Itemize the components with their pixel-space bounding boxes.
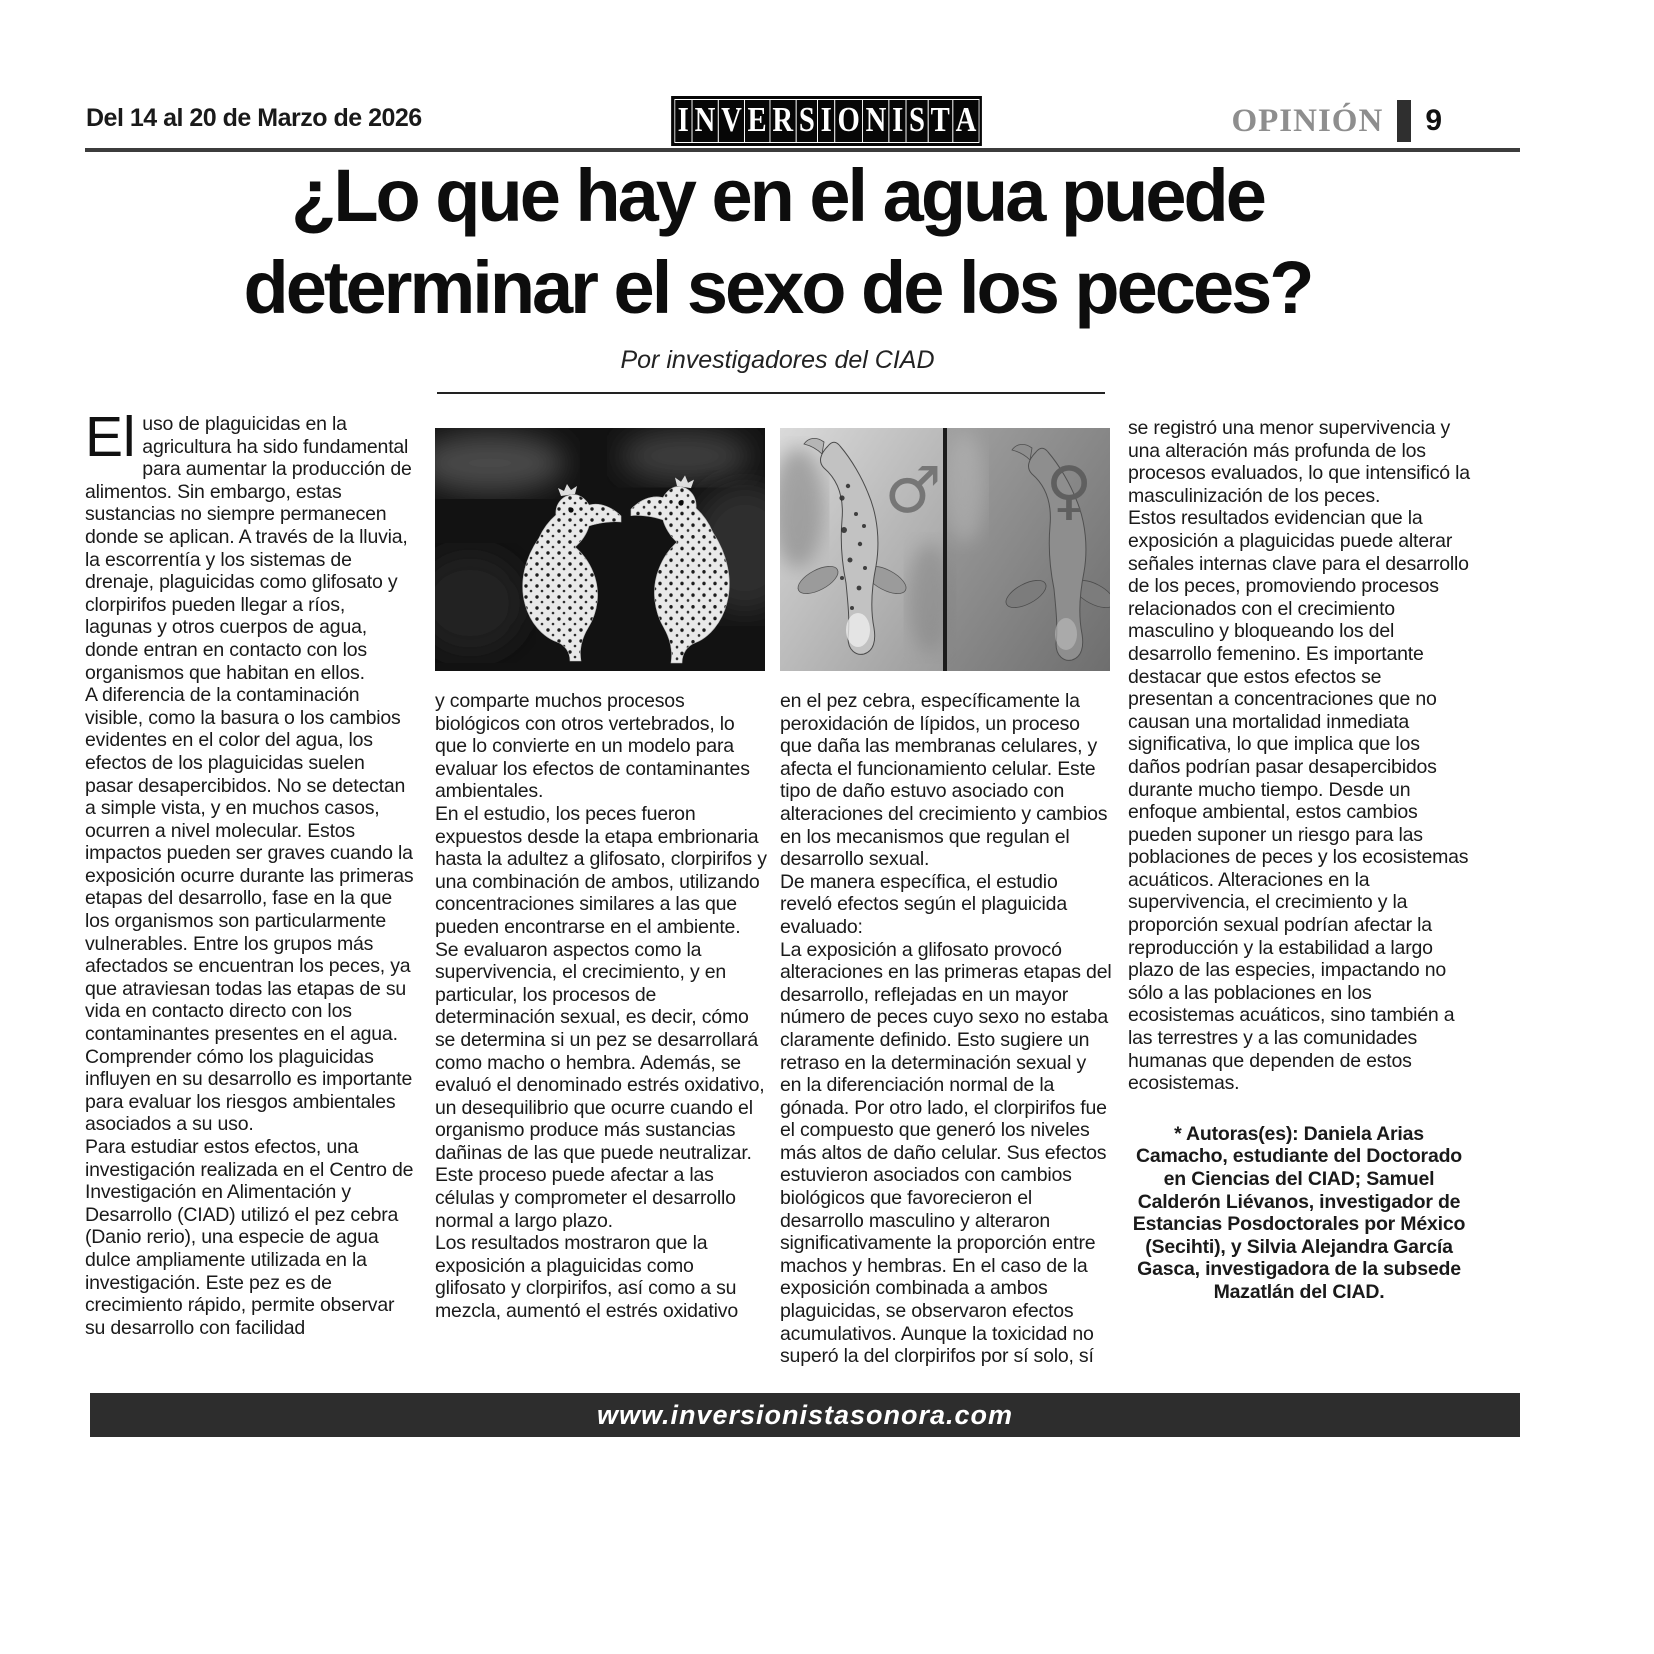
drop-cap: El — [85, 405, 136, 469]
paragraph: La exposición a glifosato provocó alteraciones en las primeras etapas del desarrollo, reflejadas en un mayor número de peces cuyo sexo no estaba claramente definido. Esto sugiere un retraso en la determinación sexual y en la diferenciación normal de la gónada. Por otro lado, el clorpirifos fue el compuesto que generó los niveles más altos de daño celular. Sus efectos estuvieron asociados con cambios biológicos que favorecieron el desarrollo masculino y alteraron significativamente la proporción entre machos y hembras. En el caso de la exposición combinada a ambos plaguicidas, se observaron efectos acumulativos. Aunque la toxicidad no superó la del clorpirifos por sí solo, sí — [780, 938, 1112, 1368]
article-title — [85, 150, 1470, 334]
byline-divider — [437, 392, 1105, 394]
article-column-2 — [435, 690, 767, 1323]
masthead-logo: I N V E R S I O N I S T A — [672, 96, 983, 146]
section-bar — [1397, 100, 1411, 142]
female-symbol-icon: ♀ — [1045, 454, 1093, 528]
paragraph: Estos resultados evidencian que la exposición a plaguicidas puede alterar señales internas clave para el desarrollo de los peces, promoviendo procesos relacionados con el crecimiento masculino y bloqueando los del desarrollo femenino. Es importante destacar que estos efectos se presentan a concentraciones que no causan una mortalidad inmediata significativa, lo que implica que los daños podrían pasar desapercibidos durante mucho tiempo. Desde un enfoque ambiental, estos cambios pueden suponer un riesgo para las poblaciones de peces y los ecosistemas acuáticos. Alteraciones en la supervivencia, el crecimiento y la proporción sexual podrían afectar la reproducción y la estabilidad a largo plazo de las especies, impactando no sólo a las poblaciones en los ecosistemas acuáticos, sino también a las terrestres y a las comunidades humanas que dependen de estos ecosistemas. — [1128, 507, 1469, 1095]
paragraph: en el pez cebra, específicamente la peroxidación de lípidos, un proceso que daña las membranas celulares, y afecta el funcionamiento celular. Este tipo de daño estuvo asociado con alteraciones del crecimiento y cambios en los mecanismos que regulan el desarrollo sexual. — [780, 690, 1108, 871]
page-number: 9 — [1425, 104, 1442, 137]
byline: Por investigadores del CIAD — [620, 346, 935, 374]
article-column-4 — [1128, 417, 1470, 1304]
paragraph: En el estudio, los peces fueron expuestos desde la etapa embrionaria hasta la adultez a glifosato, clorpirifos y una combinación de ambos, utilizando concentraciones similares a las que pueden encontrarse en el ambiente. Se evaluaron aspectos como la supervivencia, el crecimiento, y en particular, los procesos de determinación sexual, es decir, cómo se determina si un pez se desarrollará como macho o hembra. Además, se evaluó el denominado estrés oxidativo, un desequilibrio que ocurre cuando el organismo produce más sustancias dañinas de las que puede neutralizar. Este proceso puede afectar a las células y comprometer el desarrollo normal a largo plazo. — [435, 802, 767, 1232]
paragraph: De manera específica, el estudio reveló efectos según el plaguicida evaluado: — [780, 870, 1067, 938]
paragraph: Comprender cómo los plaguicidas influyen en su desarrollo es importante para evaluar los riesgos ambientales asociados a su uso. — [85, 1045, 413, 1136]
author-note: * Autoras(es): Daniela Arias Camacho, estudiante del Doctorado en Ciencias del CIAD; Samuel Calderón Liévanos, investigador de Estancias Posdoctorales por México (Secihti), y Silvia Alejandra García Gasca, investigadora de la subsede Mazatlán del CIAD. — [1132, 1122, 1466, 1303]
paragraph: y comparte muchos procesos biológicos con otros vertebrados, lo que lo convierte en un modelo para evaluar los efectos de contaminantes ambientales. — [435, 690, 750, 803]
footer-url: www.inversionistasonora.com — [596, 1399, 1014, 1430]
title-line-1: ¿Lo que hay en el agua puede — [291, 154, 1264, 237]
seahorses-photo — [435, 428, 765, 671]
issue-date: Del 14 al 20 de Marzo de 2026 — [86, 104, 422, 132]
male-symbol-icon: ♂ — [884, 454, 942, 528]
paragraph: El uso de plaguicidas en la agricultura ha sido fundamental para aumentar la producción de alimentos. Sin embargo, estas sustancias no siempre permanecen donde se aplican. A través de la lluvia, la escorrentía y los sistemas de drenaje, plaguicidas como glifosato y clorpirifos pueden llegar a ríos, lagunas y otros cuerpos de agua, donde entran en contacto con los organismos que habitan en ellos. — [85, 405, 412, 684]
fish-illustration — [780, 428, 1110, 671]
article-column-1 — [85, 405, 417, 1339]
paragraph: Para estudiar estos efectos, una investigación realizada en el Centro de Investigación en Alimentación y Desarrollo (CIAD) utilizó el pez cebra (Danio rerio), una especie de agua dulce ampliamente utilizada en la investigación. Este pez es de crecimiento rápido, permite observar su desarrollo con facilidad — [85, 1136, 414, 1339]
section-label: OPINIÓN — [1231, 102, 1384, 139]
paragraph: Los resultados mostraron que la exposición a plaguicidas como glifosato y clorpirifos, así como a su mezcla, aumentó el estrés oxidativo — [435, 1232, 738, 1323]
paragraph: A diferencia de la contaminación visible, como la basura o los cambios evidentes en el color del agua, los efectos de los plaguicidas suelen pasar desapercibidos. No se detectan a simple vista, y en muchos casos, ocurren a nivel molecular. Estos impactos pueden ser graves cuando la exposición ocurre durante las primeras etapas del desarrollo, fase en la que los organismos son particularmente vulnerables. Entre los grupos más afectados se encuentran los peces, ya que atraviesan todas las etapas de su vida en contacto directo con los contaminantes presentes en el agua. — [85, 684, 414, 1046]
footer-bar — [90, 1393, 1520, 1437]
section-header — [1231, 100, 1442, 142]
article-column-3 — [780, 690, 1112, 1368]
title-line-2: determinar el sexo de los peces? — [243, 246, 1312, 329]
paragraph: se registró una menor supervivencia y una alteración más profunda de los procesos evaluados, lo que intensificó la masculinización de los peces. — [1128, 417, 1470, 507]
